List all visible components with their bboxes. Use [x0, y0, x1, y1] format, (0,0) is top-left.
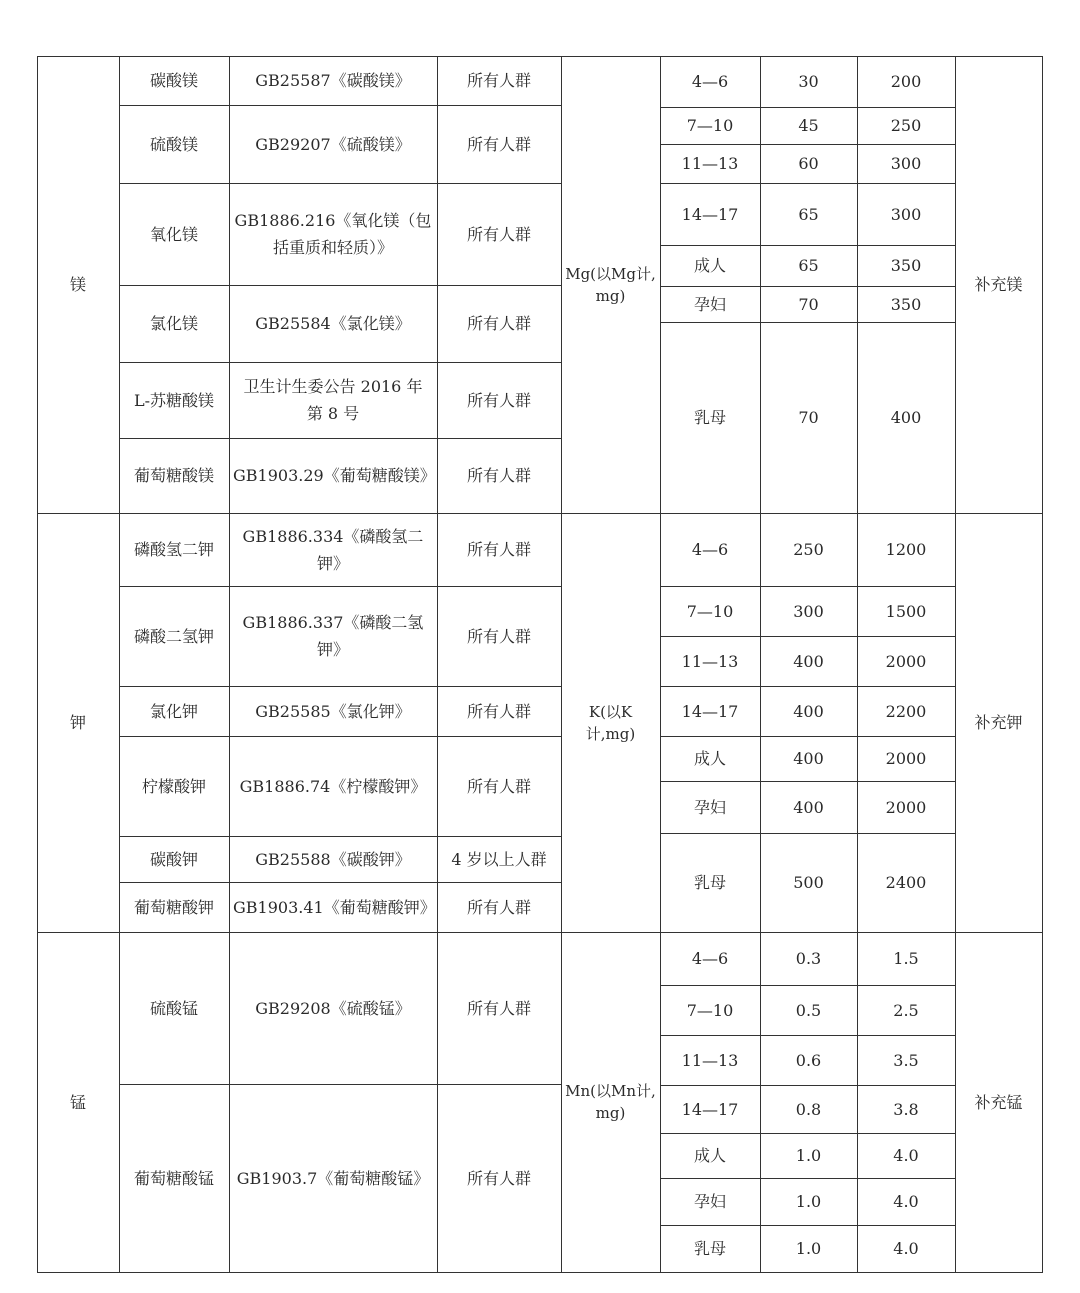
min-amount: 500 — [793, 873, 824, 892]
element-name: 镁 — [69, 275, 86, 294]
max-amount: 2.5 — [893, 1000, 919, 1020]
max-amount: 2000 — [885, 651, 927, 671]
compound-name: 氯化镁 — [149, 314, 198, 333]
purpose-label: 补充钾 — [974, 713, 1023, 732]
table-rule — [660, 833, 956, 834]
table-rule — [660, 1178, 956, 1179]
applicable-population: 所有人群 — [466, 540, 531, 559]
table-rule — [660, 144, 956, 145]
applicable-population: 4 岁以上人群 — [451, 849, 547, 869]
min-amount: 30 — [798, 72, 819, 91]
compound-name: 碳酸镁 — [149, 71, 198, 90]
applicable-population: 所有人群 — [466, 314, 531, 333]
table-rule — [119, 285, 562, 286]
nutrient-unit: Mg(以Mg计, mg) — [565, 264, 656, 305]
age-group: 7—10 — [686, 601, 734, 621]
compound-standard: GB29208《硫酸锰》 — [255, 998, 411, 1018]
applicable-population: 所有人群 — [466, 897, 531, 917]
compound-standard: GB1886.337《磷酸二氢 钾》 — [242, 613, 424, 659]
compound-standard: GB25585《氯化钾》 — [255, 701, 411, 721]
age-group: 乳母 — [693, 873, 726, 892]
age-group: 14—17 — [681, 1099, 739, 1119]
min-amount: 1.0 — [795, 1146, 822, 1165]
age-group: 4—6 — [691, 540, 729, 559]
max-amount: 300 — [890, 204, 922, 224]
compound-standard: GB25584《氯化镁》 — [255, 314, 411, 333]
max-amount: 2000 — [885, 797, 927, 817]
applicable-population: 所有人群 — [466, 701, 531, 721]
max-amount: 300 — [890, 154, 922, 173]
table-rule — [37, 513, 1043, 514]
compound-name: 柠檬酸钾 — [141, 776, 206, 796]
compound-name: 氯化钾 — [149, 701, 198, 721]
max-amount: 200 — [890, 72, 922, 91]
age-group: 乳母 — [693, 408, 726, 427]
min-amount: 250 — [793, 540, 824, 559]
compound-name: 氧化镁 — [149, 224, 198, 244]
compound-name: 葡萄糖酸钾 — [133, 897, 214, 917]
table-rule — [119, 736, 562, 737]
age-group: 4—6 — [691, 949, 729, 968]
table-rule — [660, 107, 956, 108]
compound-name: 磷酸氢二钾 — [133, 540, 214, 559]
applicable-population: 所有人群 — [466, 466, 531, 485]
age-group: 成人 — [693, 749, 726, 768]
applicable-population: 所有人群 — [466, 224, 531, 244]
max-amount: 4.0 — [893, 1146, 919, 1165]
compound-standard: GB29207《硫酸镁》 — [255, 134, 411, 154]
max-amount: 1500 — [885, 601, 927, 621]
age-group: 11—13 — [681, 651, 739, 671]
table-rule — [660, 686, 956, 687]
age-group: 孕妇 — [693, 294, 726, 314]
max-amount: 3.8 — [893, 1099, 919, 1119]
table-rule — [660, 1225, 956, 1226]
age-group: 14—17 — [681, 701, 739, 721]
max-amount: 350 — [890, 256, 922, 275]
max-amount: 1.5 — [893, 949, 919, 968]
table-rule — [660, 286, 956, 287]
min-amount: 400 — [793, 797, 824, 817]
max-amount: 250 — [890, 116, 922, 135]
min-amount: 70 — [798, 294, 819, 314]
table-rule — [660, 636, 956, 637]
table-rule — [660, 586, 956, 587]
age-group: 11—13 — [681, 154, 739, 173]
age-group: 11—13 — [681, 1050, 739, 1070]
max-amount: 1200 — [885, 540, 927, 559]
max-amount: 4.0 — [893, 1192, 919, 1211]
compound-name: 碳酸钾 — [149, 849, 198, 869]
min-amount: 1.0 — [795, 1239, 822, 1258]
age-group: 4—6 — [691, 72, 729, 91]
compound-name: 硫酸锰 — [149, 998, 198, 1018]
min-amount: 65 — [798, 204, 819, 224]
table-rule — [119, 882, 562, 883]
min-amount: 0.8 — [795, 1099, 822, 1119]
table-rule — [660, 736, 956, 737]
applicable-population: 所有人群 — [466, 134, 531, 154]
nutrient-unit: K(以K计,mg) — [585, 702, 636, 743]
table-rule — [660, 322, 956, 323]
min-amount: 400 — [793, 651, 824, 671]
min-amount: 1.0 — [795, 1192, 822, 1211]
max-amount: 4.0 — [893, 1239, 919, 1258]
applicable-population: 所有人群 — [466, 71, 531, 90]
purpose-label: 补充镁 — [974, 275, 1023, 294]
compound-standard: GB1886.216《氧化镁（包 括重质和轻质）》 — [234, 211, 432, 257]
table-rule — [119, 183, 562, 184]
table-rule — [37, 56, 1043, 57]
min-amount: 0.3 — [795, 949, 822, 968]
purpose-label: 补充锰 — [974, 1092, 1023, 1112]
compound-standard: GB1886.74《柠檬酸钾》 — [239, 776, 427, 796]
compound-standard: GB25587《碳酸镁》 — [255, 71, 411, 90]
age-group: 成人 — [693, 256, 726, 275]
applicable-population: 所有人群 — [466, 390, 531, 410]
min-amount: 300 — [793, 601, 824, 621]
max-amount: 2000 — [885, 749, 927, 768]
table-rule — [119, 105, 562, 106]
max-amount: 3.5 — [893, 1050, 919, 1070]
table-rule — [660, 1133, 956, 1134]
compound-standard: GB1886.334《磷酸氢二 钾》 — [242, 526, 424, 573]
min-amount: 400 — [793, 749, 824, 768]
compound-name: 葡萄糖酸锰 — [133, 1168, 214, 1188]
min-amount: 60 — [798, 154, 819, 173]
applicable-population: 所有人群 — [466, 998, 531, 1018]
table-rule — [660, 1085, 956, 1086]
age-group: 14—17 — [681, 204, 739, 224]
table-rule — [1042, 56, 1043, 1272]
age-group: 7—10 — [686, 116, 734, 135]
min-amount: 65 — [798, 256, 819, 275]
compound-standard: GB1903.29《葡萄糖酸镁》 — [233, 466, 436, 485]
min-amount: 0.5 — [795, 1000, 822, 1020]
table-rule — [660, 1035, 956, 1036]
max-amount: 2400 — [885, 873, 927, 892]
compound-name: 葡萄糖酸镁 — [133, 466, 214, 485]
table-rule — [37, 1272, 1043, 1273]
compound-name: 磷酸二氢钾 — [133, 626, 214, 646]
age-group: 乳母 — [693, 1239, 726, 1258]
min-amount: 45 — [798, 116, 819, 135]
applicable-population: 所有人群 — [466, 1168, 531, 1188]
table-rule — [660, 183, 956, 184]
table-rule — [119, 1084, 562, 1085]
table-rule — [119, 836, 562, 837]
age-group: 孕妇 — [693, 1192, 726, 1211]
age-group: 成人 — [693, 1146, 726, 1165]
max-amount: 350 — [890, 294, 922, 314]
min-amount: 70 — [798, 408, 819, 427]
table-rule — [119, 586, 562, 587]
compound-standard: GB1903.7《葡萄糖酸锰》 — [236, 1168, 430, 1188]
applicable-population: 所有人群 — [466, 776, 531, 796]
max-amount: 400 — [890, 408, 922, 427]
element-name: 锰 — [69, 1092, 86, 1112]
table-rule — [660, 781, 956, 782]
nutrient-unit: Mn(以Mn计, mg) — [565, 1082, 656, 1122]
table-rule — [119, 686, 562, 687]
age-group: 7—10 — [686, 1000, 734, 1020]
compound-standard: GB25588《碳酸钾》 — [255, 849, 411, 869]
compound-name: L-苏糖酸镁 — [133, 390, 215, 410]
table-rule — [119, 362, 562, 363]
table-rule — [660, 985, 956, 986]
table-rule — [119, 438, 562, 439]
applicable-population: 所有人群 — [466, 626, 531, 646]
age-group: 孕妇 — [693, 797, 726, 817]
compound-standard: 卫生计生委公告 2016 年 第 8 号 — [243, 377, 423, 423]
compound-name: 硫酸镁 — [149, 134, 198, 154]
min-amount: 0.6 — [795, 1050, 822, 1070]
min-amount: 400 — [793, 701, 824, 721]
table-rule — [660, 245, 956, 246]
max-amount: 2200 — [885, 701, 927, 721]
element-name: 钾 — [69, 713, 86, 732]
table-rule — [37, 932, 1043, 933]
compound-standard: GB1903.41《葡萄糖酸钾》 — [233, 897, 436, 917]
